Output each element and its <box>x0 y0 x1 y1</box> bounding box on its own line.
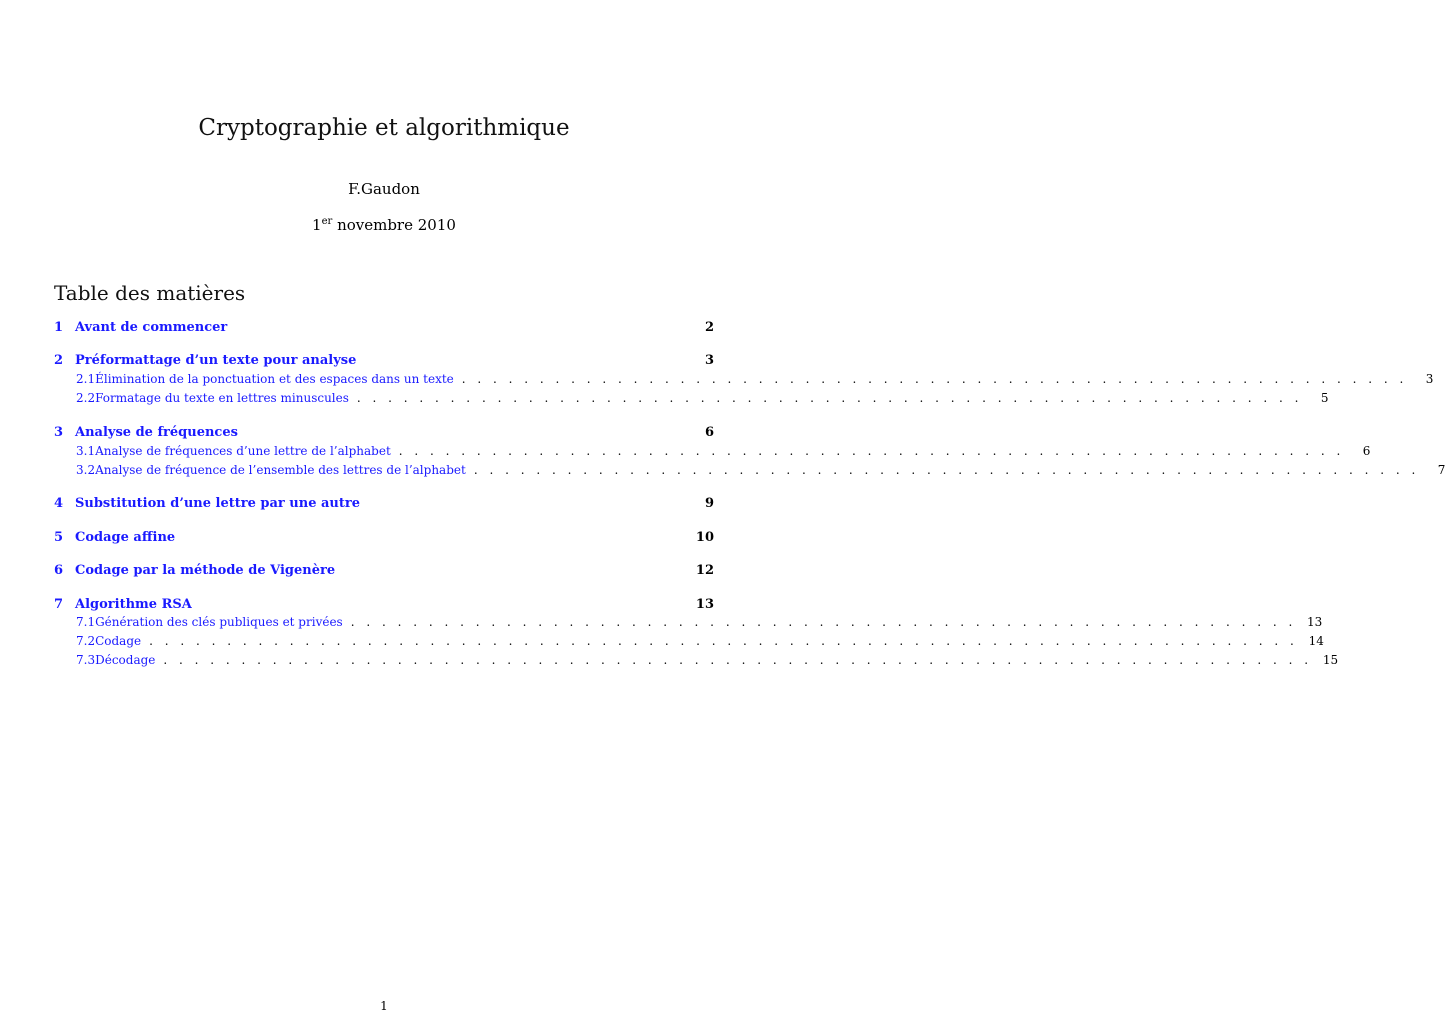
toc-entry-number[interactable]: 4 <box>54 496 64 511</box>
toc-entry-page: 7 <box>1437 463 1445 477</box>
toc-entry-page: 6 <box>704 425 714 440</box>
toc-entry-section-4[interactable] <box>54 496 714 516</box>
toc-entry-section-6[interactable] <box>54 563 714 583</box>
date-ordinal: er <box>321 216 333 227</box>
toc-entry-title[interactable]: Codage <box>95 634 142 648</box>
toc-entry-number[interactable]: 6 <box>54 563 64 578</box>
toc-entry-number[interactable]: 3.2 <box>76 463 96 477</box>
toc-entry-page: 3 <box>1425 372 1434 386</box>
toc-entry-page: 12 <box>695 563 714 578</box>
toc-entry-section-5[interactable] <box>54 530 714 550</box>
toc-entry-number[interactable]: 3 <box>54 425 64 440</box>
toc-dot-leader: . . . . . . . . . . . . . . . . . . . . . . . . . . . . . . . . . . . . . . . . . . . . . . . . . . . . . . . . . . . . . . . . . . . . . . . . . . <box>163 653 1313 667</box>
toc-entry-title[interactable]: Analyse de fréquence de l’ensemble des lettres de l’alphabet <box>95 463 466 477</box>
document-author: F.Gaudon <box>348 180 420 198</box>
toc-entry-title[interactable]: Substitution d’une lettre par une autre <box>75 496 361 511</box>
document-date <box>0 216 768 234</box>
toc-dot-leader: . . . . . . . . . . . . . . . . . . . . . . . . . . . . . . . . . . . . . . . . . . . . . . . . . . . . . . . . . . . . . . . . . . . . . . . . . . <box>149 634 1298 648</box>
toc-entry-subsection-3-1[interactable] <box>54 444 1371 464</box>
toc-entry-page: 3 <box>704 353 714 368</box>
toc-entry-page: 5 <box>1320 391 1329 405</box>
toc-entry-subsection-7-1[interactable] <box>54 615 1323 635</box>
toc-entry-number[interactable]: 2 <box>54 353 64 368</box>
toc-dot-leader: . . . . . . . . . . . . . . . . . . . . . . . . . . . . . . . . . . . . . . . . . . . . . . . . . . . . . . . . . . . . . <box>398 444 1345 458</box>
toc-entry-section-3[interactable] <box>54 425 714 445</box>
toc-entry-subsection-2-1[interactable] <box>54 372 1434 392</box>
toc-entry-subsection-7-3[interactable] <box>54 653 1339 673</box>
date-rest: novembre 2010 <box>332 216 456 234</box>
toc-entry-page: 2 <box>704 320 714 335</box>
toc-entry-section-2[interactable] <box>54 353 714 373</box>
toc-entry-title[interactable]: Analyse de fréquences d’une lettre de l’alphabet <box>95 444 391 458</box>
toc-entry-number[interactable]: 7.3 <box>76 653 96 667</box>
toc-entry-number[interactable]: 2.2 <box>76 391 96 405</box>
toc-entry-number[interactable]: 3.1 <box>76 444 96 458</box>
toc-entry-title[interactable]: Élimination de la ponctuation et des espaces dans un texte <box>95 372 454 386</box>
toc-entry-section-1[interactable] <box>54 320 714 340</box>
toc-entry-page: 14 <box>1308 634 1324 648</box>
toc-entry-number[interactable]: 7 <box>54 597 64 612</box>
toc-dot-leader: . . . . . . . . . . . . . . . . . . . . . . . . . . . . . . . . . . . . . . . . . . . . . . . . . . . . . . . . . . . . . <box>473 463 1420 477</box>
toc-entry-page: 13 <box>1307 615 1323 629</box>
page-number: 1 <box>380 999 388 1013</box>
toc-entry-title[interactable]: Génération des clés publiques et privées <box>95 615 343 629</box>
toc-entry-title[interactable]: Formatage du texte en lettres minuscules <box>95 391 349 405</box>
toc-entry-section-7[interactable] <box>54 597 714 617</box>
toc-heading: Table des matières <box>54 281 246 305</box>
toc-entry-title[interactable]: Décodage <box>95 653 156 667</box>
toc-entry-number[interactable]: 7.1 <box>76 615 96 629</box>
toc-entry-page: 9 <box>704 496 714 511</box>
toc-entry-number[interactable]: 2.1 <box>76 372 96 386</box>
toc-dot-leader: . . . . . . . . . . . . . . . . . . . . . . . . . . . . . . . . . . . . . . . . . . . . . . . . . . . . . . . . . . . . . <box>461 372 1408 386</box>
toc-entry-title[interactable]: Analyse de fréquences <box>75 425 238 440</box>
toc-entry-page: 13 <box>695 597 714 612</box>
toc-entry-page: 6 <box>1362 444 1371 458</box>
toc-entry-title[interactable]: Préformattage d’un texte pour analyse <box>75 353 357 368</box>
toc-dot-leader: . . . . . . . . . . . . . . . . . . . . . . . . . . . . . . . . . . . . . . . . . . . . . . . . . . . . . . . . . . . . . <box>350 615 1297 629</box>
toc-entry-subsection-2-2[interactable] <box>54 391 1329 411</box>
toc-entry-title[interactable]: Algorithme RSA <box>75 597 192 612</box>
toc-dot-leader: . . . . . . . . . . . . . . . . . . . . . . . . . . . . . . . . . . . . . . . . . . . . . . . . . . . . . . . . . . . . . <box>356 391 1303 405</box>
toc-entry-subsection-7-2[interactable] <box>54 634 1324 654</box>
toc-entry-number[interactable]: 1 <box>54 320 64 335</box>
toc-entry-number[interactable]: 5 <box>54 530 64 545</box>
toc-entry-number[interactable]: 7.2 <box>76 634 96 648</box>
toc-entry-title[interactable]: Codage affine <box>75 530 176 545</box>
toc-entry-page: 15 <box>1322 653 1339 667</box>
date-day: 1 <box>312 216 322 234</box>
document-title: Cryptographie et algorithmique <box>198 115 570 141</box>
toc-entry-subsection-3-2[interactable] <box>54 463 1445 483</box>
toc-entry-page: 10 <box>695 530 714 545</box>
toc-entry-title[interactable]: Codage par la méthode de Vigenère <box>75 563 336 578</box>
toc-entry-title[interactable]: Avant de commencer <box>75 320 228 335</box>
